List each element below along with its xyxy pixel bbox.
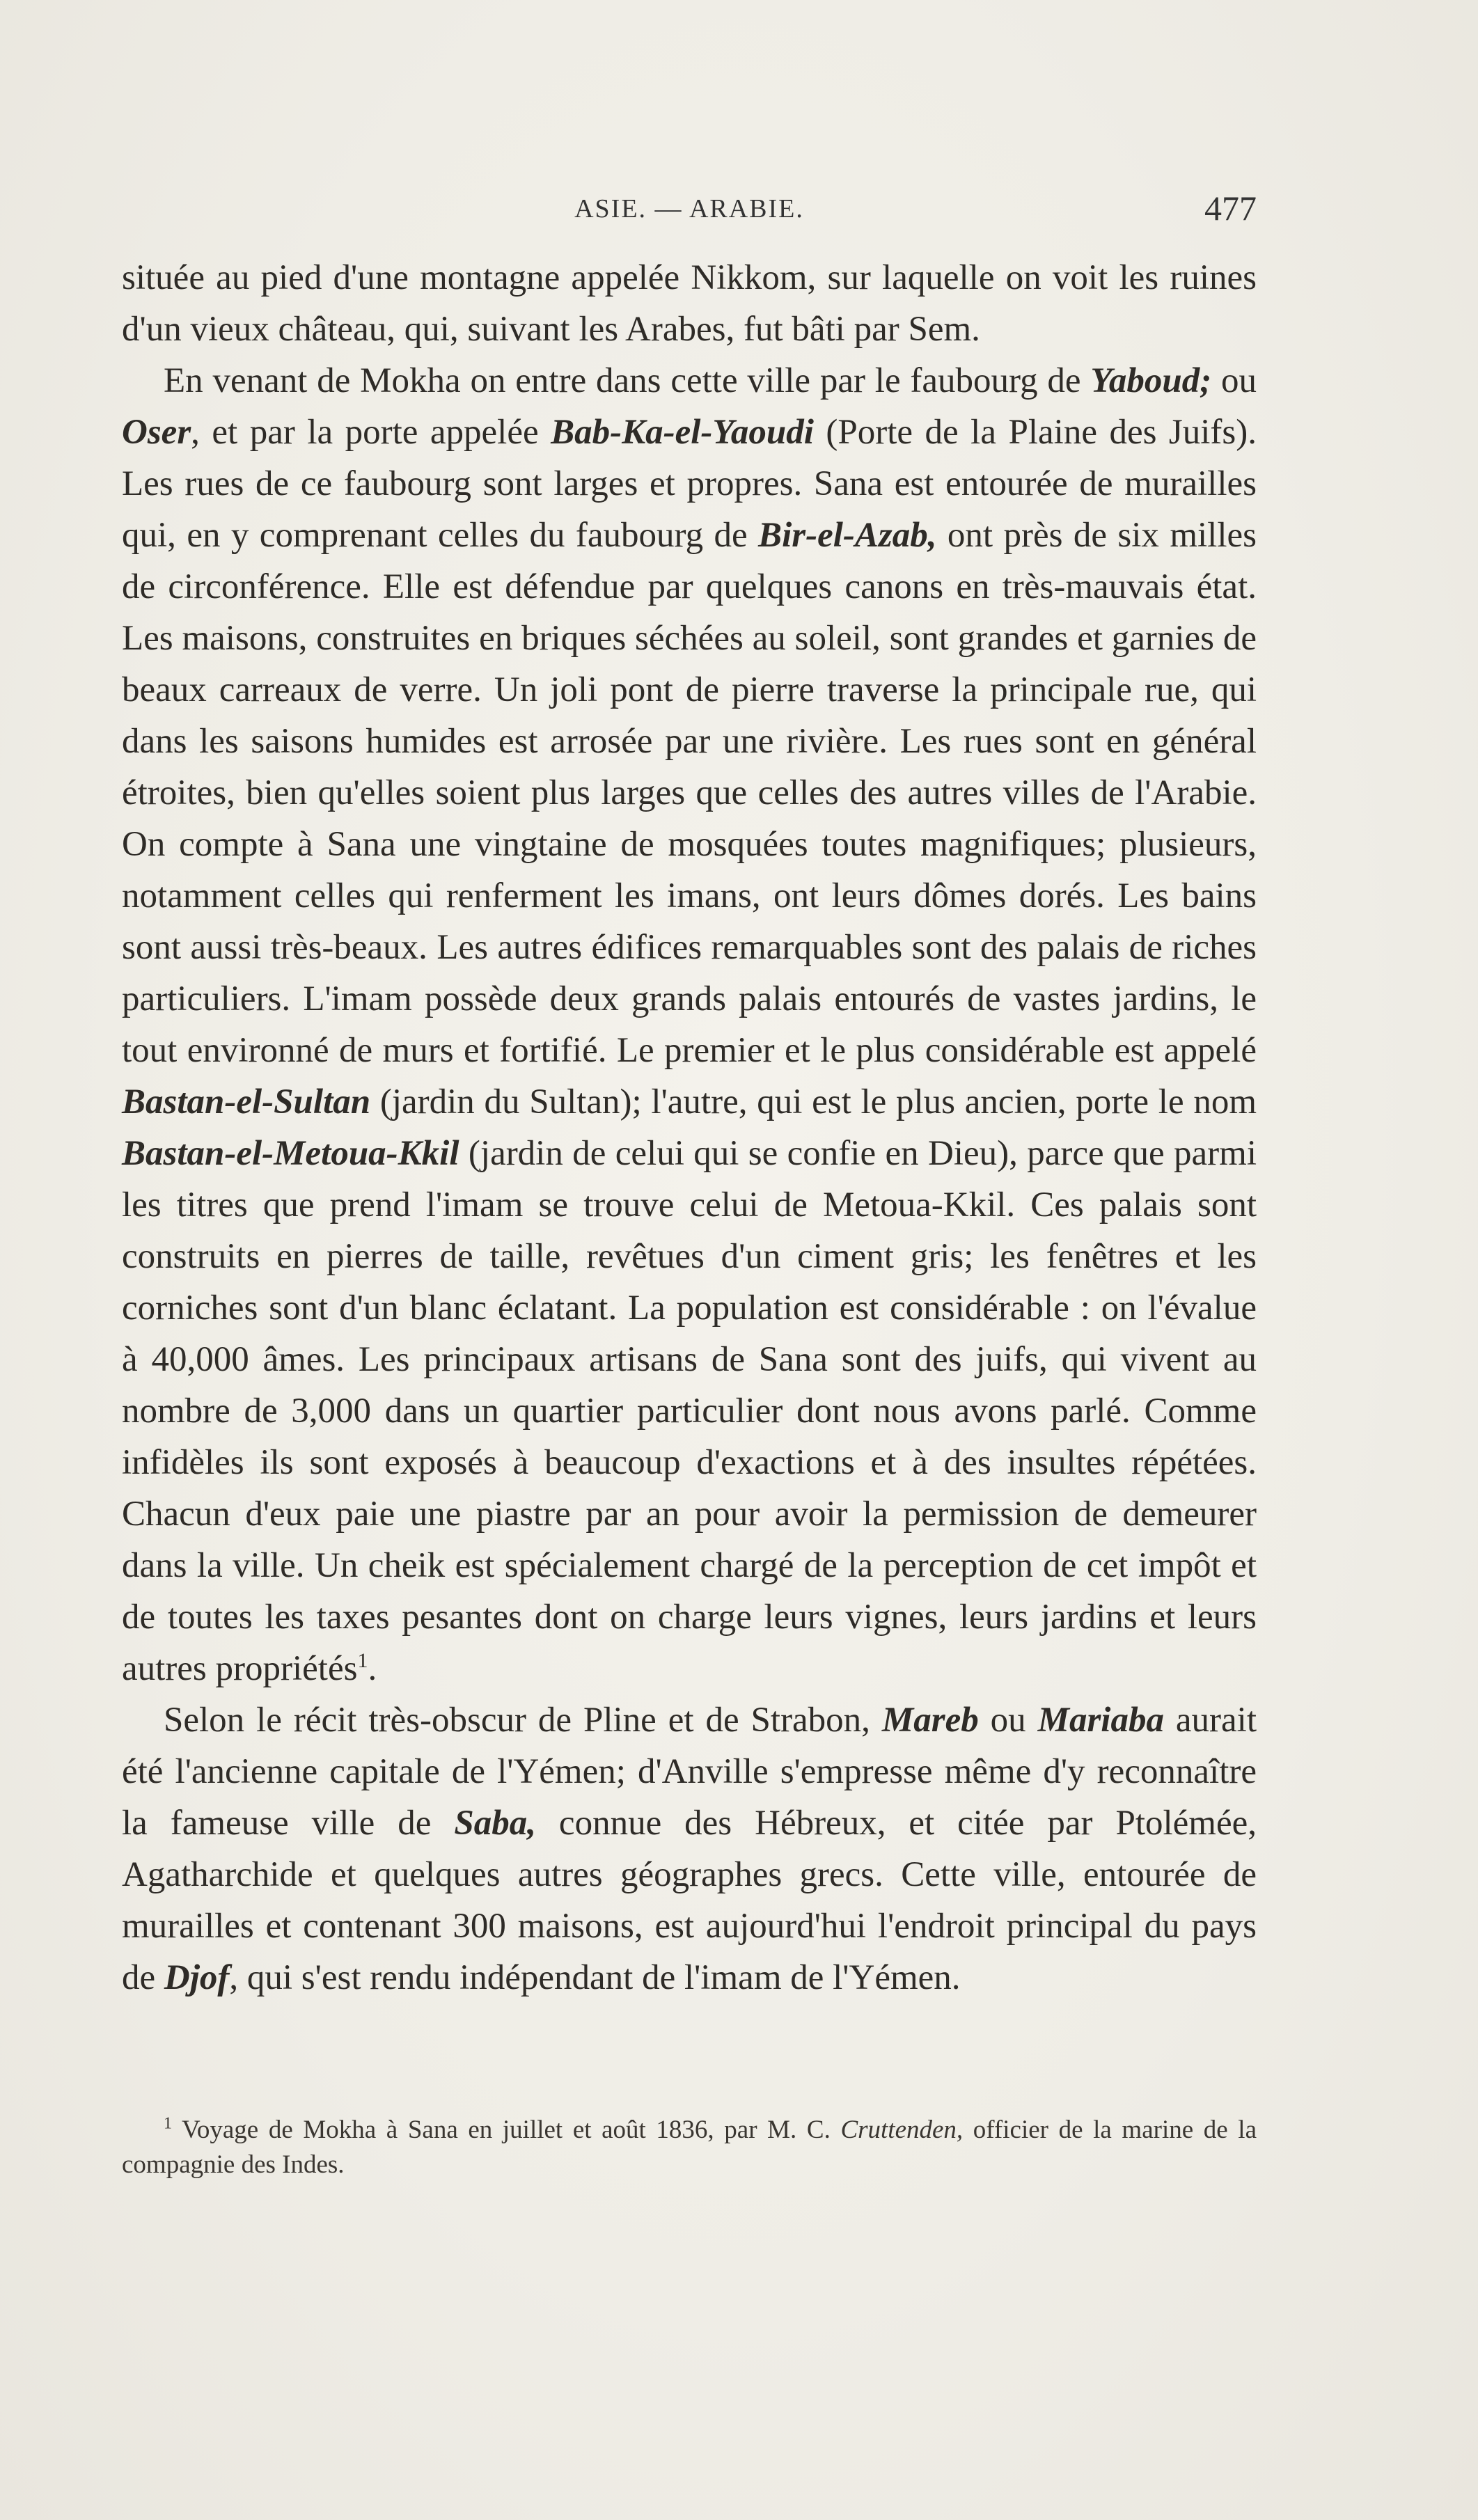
footnote-author: Cruttenden, (840, 2116, 964, 2144)
text-run: aurait été l'ancienne capitale de l'Yémen; d'Anville s'empresse même d'y reconnaître la fameuse ville de (122, 1701, 1257, 1843)
place-name: Bab-Ka-el-Yaoudi (551, 413, 814, 452)
footnote-text: officier de la marine de la compagnie des Indes. (122, 2116, 1257, 2179)
footnote-marker: 1 (164, 2114, 172, 2133)
text-run: connue des Hébreux, et citée par Ptolémée, Agatharchide et quelques autres géographes grecs. Cette ville, entourée de murailles et contenant 300 maisons, est aujourd'hui l'endroit principal du pays de (122, 1804, 1257, 1997)
text-run: . (368, 1649, 377, 1688)
text-run: (jardin du Sultan); l'autre, qui est le plus ancien, porte le nom (370, 1082, 1257, 1121)
text-run: ou (1211, 361, 1257, 400)
text-run: située au pied d'une montagne appelée Nikkom, sur laquelle on voit les ruines d'un vieux château, qui, suivant les Arabes, fut bâti par Sem. (122, 258, 1257, 349)
running-head (122, 188, 1257, 230)
main-text (122, 252, 1257, 2003)
text-run: ou (978, 1701, 1038, 1740)
text-run: (Porte de la Plaine des Juifs). Les rues de ce faubourg sont larges et propres. Sana est entourée de murailles qui, en y comprenant celles du faubourg de (122, 413, 1257, 555)
place-name: Bastan-el-Metoua-Kkil (122, 1134, 459, 1173)
text-run: Selon le récit très-obscur de Pline et de Strabon, (164, 1701, 882, 1740)
place-name: Oser (122, 413, 191, 452)
paragraph-1 (122, 252, 1257, 355)
text-run: (jardin de celui qui se confie en Dieu), parce que parmi les titres que prend l'imam se trouve celui de Metoua-Kkil. Ces palais sont construits en pierres de taille, revêtues d'un ciment gris; les fenêtres et les corniches sont d'un blanc éclatant. La population est considérable : on l'évalue à 40,000 âmes. Les principaux artisans de Sana sont des juifs, qui vivent au nombre de 3,000 dans un quartier particulier dont nous avons parlé. Comme infidèles ils sont exposés à beaucoup d'exactions et à des insultes répétées. Chacun d'eux paie une piastre par an pour avoir la permission de demeurer dans la ville. Un cheik est spécialement chargé de la perception de cet impôt et de toutes les taxes pesantes dont on charge leurs vignes, leurs jardins et leurs autres propriétés (122, 1134, 1257, 1688)
place-name: Mareb (881, 1701, 979, 1740)
footnote-text: Voyage de Mokha à Sana en juillet et août 1836, par M. C. (172, 2116, 841, 2144)
place-name: Bir-el-Azab, (758, 516, 937, 555)
place-name: Bastan-el-Sultan (122, 1082, 371, 1121)
place-name: Saba, (454, 1804, 536, 1843)
text-run: , qui s'est rendu indépendant de l'imam de l'Yémen. (229, 1958, 961, 1997)
text-run: , et par la porte appelée (191, 413, 551, 452)
footnote (122, 2113, 1257, 2182)
text-run: ont près de six milles de circonférence. Elle est défendue par quelques canons en très-mauvais état. Les maisons, construites en briques séchées au soleil, sont grandes et garnies de beaux carreaux de verre. Un joli pont de pierre traverse la principale rue, qui dans les saisons humides est arrosée par une rivière. Les rues sont en général étroites, bien qu'elles soient plus larges que celles des autres villes de l'Arabie. On compte à Sana une vingtaine de mosquées toutes magnifiques; plusieurs, notamment celles qui renferment les imans, ont leurs dômes dorés. Les bains sont aussi très-beaux. Les autres édifices remarquables sont des palais de riches particuliers. L'imam possède deux grands palais entourés de vastes jardins, le tout environné de murs et fortifié. Le premier et le plus considérable est appelé (122, 516, 1257, 1070)
place-name: Mariaba (1037, 1701, 1164, 1740)
paragraph-2 (122, 355, 1257, 1694)
footnote-reference: 1 (357, 1649, 368, 1672)
place-name: Djof (164, 1958, 230, 1997)
running-title: ASIE. — ARABIE. (574, 194, 804, 223)
text-run: En venant de Mokha on entre dans cette ville par le faubourg de (164, 361, 1091, 400)
page-number: 477 (1204, 189, 1257, 228)
place-name: Yaboud; (1090, 361, 1212, 400)
paragraph-3 (122, 1694, 1257, 2003)
